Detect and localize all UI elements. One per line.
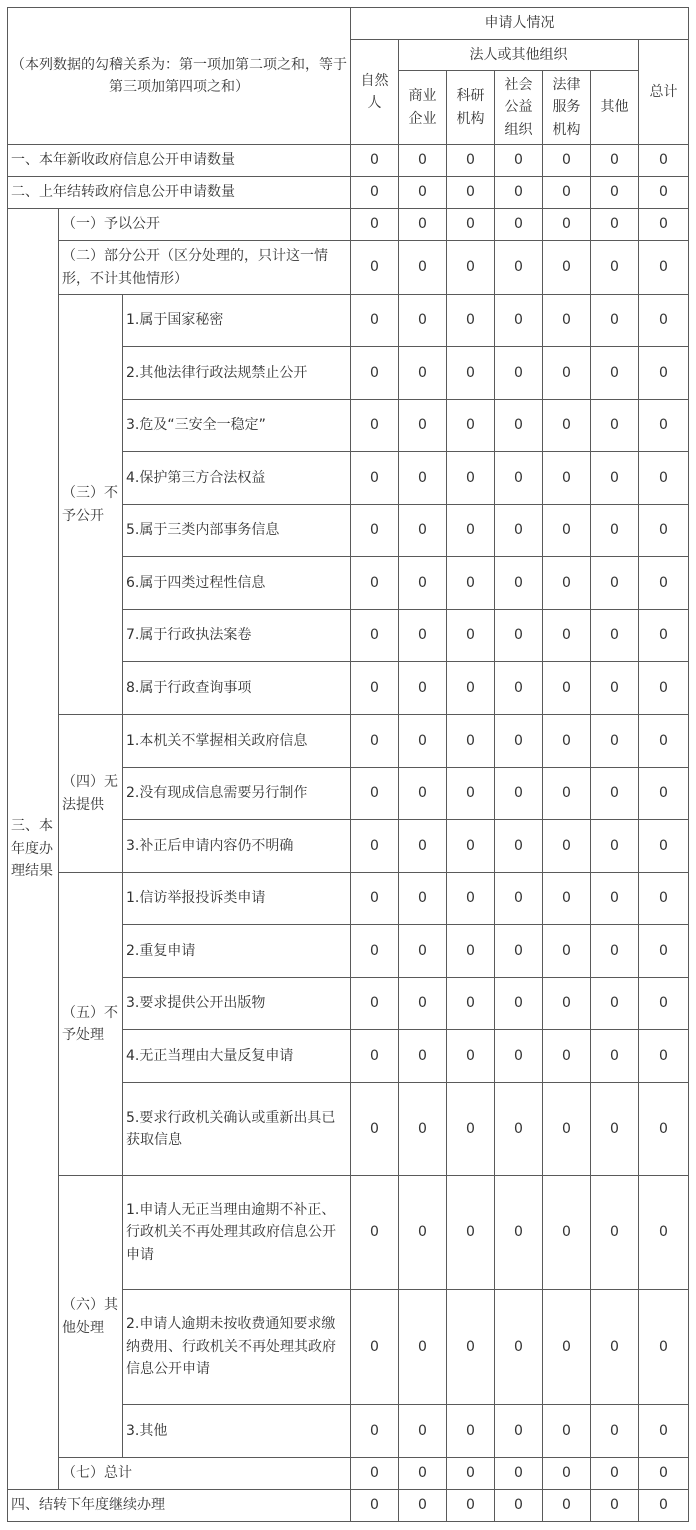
value-cell: 0 [351,145,399,177]
value-cell: 0 [495,295,543,347]
value-cell: 0 [639,1083,689,1176]
value-cell: 0 [447,662,495,715]
value-cell: 0 [591,978,639,1030]
value-cell: 0 [399,400,447,452]
table-row [8,715,689,768]
value-cell: 0 [591,925,639,978]
header-legal-group: 法人或其他组织 [399,40,639,71]
value-cell: 0 [351,177,399,209]
row-label: 2.申请人逾期未按收费通知要求缴纳费用、行政机关不再处理其政府信息公开申请 [123,1290,351,1405]
value-cell: 0 [447,295,495,347]
value-cell: 0 [447,1290,495,1405]
value-cell: 0 [399,505,447,557]
table-row [8,1176,689,1290]
value-cell: 0 [543,177,591,209]
value-cell: 0 [543,1290,591,1405]
value-cell: 0 [399,557,447,610]
row-label: 8.属于行政查询事项 [123,662,351,715]
value-cell: 0 [351,209,399,241]
value-cell: 0 [399,1458,447,1490]
value-cell: 0 [543,145,591,177]
value-cell: 0 [495,662,543,715]
row-label: 4.无正当理由大量反复申请 [123,1030,351,1083]
value-cell: 0 [351,1490,399,1522]
value-cell: 0 [543,557,591,610]
value-cell: 0 [543,662,591,715]
header-natural-person: 自然人 [351,40,399,145]
value-cell: 0 [543,820,591,873]
value-cell: 0 [591,1083,639,1176]
group-label: （五）不予处理 [59,873,123,1176]
value-cell: 0 [399,768,447,820]
value-cell: 0 [447,610,495,662]
value-cell: 0 [351,978,399,1030]
value-cell: 0 [351,1405,399,1458]
value-cell: 0 [399,820,447,873]
value-cell: 0 [495,347,543,400]
value-cell: 0 [495,1458,543,1490]
value-cell: 0 [399,873,447,925]
group-label: （四）无法提供 [59,715,123,873]
value-cell: 0 [543,873,591,925]
value-cell: 0 [447,925,495,978]
section3-label: 三、本年度办理结果 [8,209,59,1490]
table-row [8,241,689,295]
value-cell: 0 [447,820,495,873]
value-cell: 0 [495,873,543,925]
value-cell: 0 [399,1290,447,1405]
value-cell: 0 [639,400,689,452]
value-cell: 0 [543,768,591,820]
value-cell: 0 [543,452,591,505]
value-cell: 0 [495,820,543,873]
value-cell: 0 [399,209,447,241]
table-row [8,873,689,925]
header-applicant: 申请人情况 [351,8,689,40]
row-label: 2.其他法律行政法规禁止公开 [123,347,351,400]
table-row [8,295,689,347]
value-cell: 0 [351,295,399,347]
value-cell: 0 [351,241,399,295]
value-cell: 0 [399,177,447,209]
row-label: （二）部分公开（区分处理的，只计这一情形，不计其他情形） [59,241,351,295]
row-label: 四、结转下年度继续办理 [8,1490,351,1522]
row-label: 3.要求提供公开出版物 [123,978,351,1030]
value-cell: 0 [543,209,591,241]
value-cell: 0 [591,820,639,873]
row-label: 7.属于行政执法案卷 [123,610,351,662]
row-label: 1.申请人无正当理由逾期不补正、行政机关不再处理其政府信息公开申请 [123,1176,351,1290]
table-row [8,1490,689,1522]
value-cell: 0 [639,1458,689,1490]
row-label: 6.属于四类过程性信息 [123,557,351,610]
value-cell: 0 [351,505,399,557]
value-cell: 0 [447,145,495,177]
value-cell: 0 [591,1290,639,1405]
value-cell: 0 [639,820,689,873]
value-cell: 0 [351,1290,399,1405]
row-label: 一、本年新收政府信息公开申请数量 [8,145,351,177]
value-cell: 0 [639,452,689,505]
value-cell: 0 [639,177,689,209]
value-cell: 0 [591,347,639,400]
value-cell: 0 [639,662,689,715]
value-cell: 0 [447,557,495,610]
header-col-business: 商业企业 [399,71,447,145]
value-cell: 0 [591,1030,639,1083]
row-label: 3.危及“三安全一稳定” [123,400,351,452]
value-cell: 0 [399,715,447,768]
value-cell: 0 [591,295,639,347]
value-cell: 0 [543,347,591,400]
group-label: （六）其他处理 [59,1176,123,1458]
header-total: 总计 [639,40,689,145]
value-cell: 0 [399,610,447,662]
value-cell: 0 [399,295,447,347]
value-cell: 0 [399,1176,447,1290]
value-cell: 0 [495,452,543,505]
value-cell: 0 [447,241,495,295]
value-cell: 0 [447,1176,495,1290]
value-cell: 0 [447,715,495,768]
value-cell: 0 [447,177,495,209]
value-cell: 0 [495,505,543,557]
value-cell: 0 [399,452,447,505]
value-cell: 0 [543,1030,591,1083]
value-cell: 0 [591,715,639,768]
value-cell: 0 [351,347,399,400]
value-cell: 0 [399,241,447,295]
value-cell: 0 [351,1176,399,1290]
value-cell: 0 [591,768,639,820]
value-cell: 0 [495,209,543,241]
row-label: 二、上年结转政府信息公开申请数量 [8,177,351,209]
value-cell: 0 [399,925,447,978]
gov-info-table [7,7,689,1522]
row-label: 1.属于国家秘密 [123,295,351,347]
value-cell: 0 [591,209,639,241]
value-cell: 0 [495,1030,543,1083]
value-cell: 0 [447,1030,495,1083]
value-cell: 0 [639,145,689,177]
value-cell: 0 [351,610,399,662]
value-cell: 0 [639,505,689,557]
value-cell: 0 [495,1083,543,1176]
value-cell: 0 [351,557,399,610]
value-cell: 0 [591,452,639,505]
value-cell: 0 [543,505,591,557]
value-cell: 0 [447,505,495,557]
value-cell: 0 [447,1083,495,1176]
value-cell: 0 [543,241,591,295]
value-cell: 0 [543,1458,591,1490]
value-cell: 0 [543,1176,591,1290]
value-cell: 0 [591,145,639,177]
value-cell: 0 [639,1490,689,1522]
header-note: （本列数据的勾稽关系为：第一项加第二项之和，等于第三项加第四项之和） [8,8,351,145]
value-cell: 0 [447,347,495,400]
value-cell: 0 [639,610,689,662]
value-cell: 0 [495,145,543,177]
row-label: 2.重复申请 [123,925,351,978]
value-cell: 0 [351,1083,399,1176]
value-cell: 0 [495,715,543,768]
value-cell: 0 [543,295,591,347]
value-cell: 0 [447,1405,495,1458]
value-cell: 0 [495,1176,543,1290]
table-row [8,177,689,209]
value-cell: 0 [639,241,689,295]
row-label: 5.属于三类内部事务信息 [123,505,351,557]
value-cell: 0 [351,1458,399,1490]
value-cell: 0 [639,295,689,347]
value-cell: 0 [591,873,639,925]
value-cell: 0 [399,1030,447,1083]
row-label: 1.本机关不掌握相关政府信息 [123,715,351,768]
value-cell: 0 [447,1458,495,1490]
value-cell: 0 [591,505,639,557]
value-cell: 0 [447,400,495,452]
value-cell: 0 [351,873,399,925]
row-label: 5.要求行政机关确认或重新出具已获取信息 [123,1083,351,1176]
row-label: 3.补正后申请内容仍不明确 [123,820,351,873]
value-cell: 0 [591,557,639,610]
value-cell: 0 [495,177,543,209]
header-col-other: 其他 [591,71,639,145]
value-cell: 0 [495,768,543,820]
value-cell: 0 [495,1405,543,1458]
value-cell: 0 [399,1083,447,1176]
row-label: 2.没有现成信息需要另行制作 [123,768,351,820]
value-cell: 0 [495,1290,543,1405]
value-cell: 0 [639,873,689,925]
value-cell: 0 [543,1490,591,1522]
row-label: 1.信访举报投诉类申请 [123,873,351,925]
value-cell: 0 [591,662,639,715]
row-label: （一）予以公开 [59,209,351,241]
value-cell: 0 [543,610,591,662]
value-cell: 0 [495,557,543,610]
value-cell: 0 [351,925,399,978]
value-cell: 0 [639,925,689,978]
value-cell: 0 [591,610,639,662]
value-cell: 0 [447,452,495,505]
value-cell: 0 [351,715,399,768]
header-col-legal-service: 法律服务机构 [543,71,591,145]
value-cell: 0 [447,768,495,820]
table-row [8,1458,689,1490]
value-cell: 0 [399,978,447,1030]
value-cell: 0 [351,820,399,873]
value-cell: 0 [639,209,689,241]
value-cell: 0 [639,347,689,400]
value-cell: 0 [447,873,495,925]
value-cell: 0 [495,978,543,1030]
value-cell: 0 [543,978,591,1030]
value-cell: 0 [543,1083,591,1176]
value-cell: 0 [495,925,543,978]
value-cell: 0 [639,1176,689,1290]
value-cell: 0 [543,1405,591,1458]
value-cell: 0 [399,1490,447,1522]
row-label: 3.其他 [123,1405,351,1458]
value-cell: 0 [447,1490,495,1522]
value-cell: 0 [399,145,447,177]
header-col-public-welfare: 社会公益组织 [495,71,543,145]
value-cell: 0 [495,400,543,452]
value-cell: 0 [639,768,689,820]
value-cell: 0 [399,662,447,715]
value-cell: 0 [639,1290,689,1405]
row-label: 4.保护第三方合法权益 [123,452,351,505]
value-cell: 0 [495,241,543,295]
value-cell: 0 [351,400,399,452]
value-cell: 0 [591,1458,639,1490]
value-cell: 0 [351,662,399,715]
value-cell: 0 [591,1405,639,1458]
value-cell: 0 [591,241,639,295]
value-cell: 0 [591,400,639,452]
table-row [8,145,689,177]
value-cell: 0 [399,347,447,400]
value-cell: 0 [543,715,591,768]
value-cell: 0 [639,715,689,768]
value-cell: 0 [639,978,689,1030]
value-cell: 0 [591,1490,639,1522]
value-cell: 0 [591,1176,639,1290]
value-cell: 0 [351,1030,399,1083]
value-cell: 0 [543,925,591,978]
table-body [8,8,689,1522]
group-label: （三）不予公开 [59,295,123,715]
value-cell: 0 [447,978,495,1030]
header-col-research: 科研机构 [447,71,495,145]
value-cell: 0 [543,400,591,452]
table-row [8,209,689,241]
value-cell: 0 [351,452,399,505]
value-cell: 0 [639,557,689,610]
value-cell: 0 [639,1405,689,1458]
value-cell: 0 [495,1490,543,1522]
value-cell: 0 [591,177,639,209]
value-cell: 0 [351,768,399,820]
value-cell: 0 [639,1030,689,1083]
value-cell: 0 [495,610,543,662]
row-label: （七）总计 [59,1458,351,1490]
value-cell: 0 [447,209,495,241]
value-cell: 0 [399,1405,447,1458]
